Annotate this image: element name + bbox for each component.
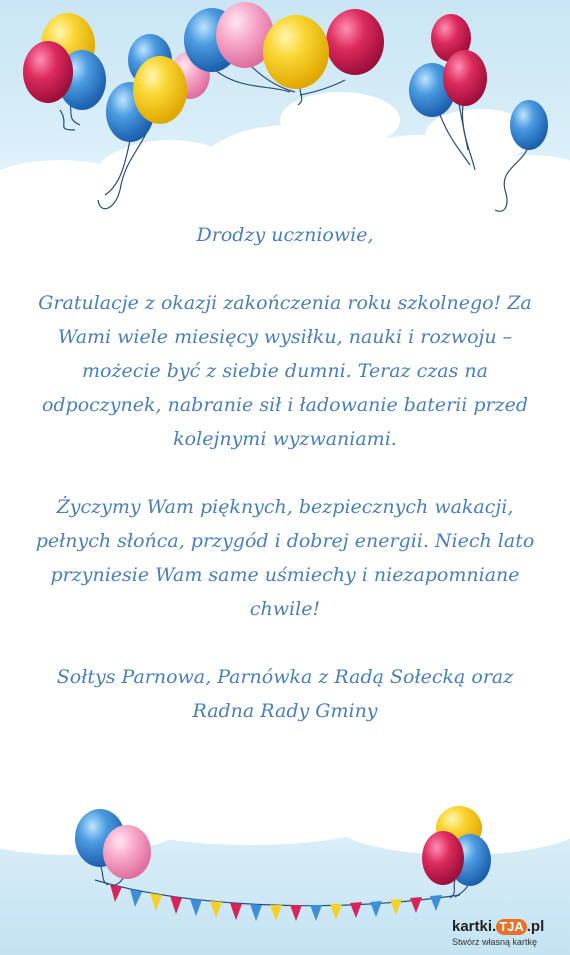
logo-tagline: Stwórz własną kartkę: [452, 937, 538, 947]
logo-prefix: kartki.: [452, 918, 497, 935]
balloons-top-center-icon: [184, 2, 384, 89]
balloons-top-left-icon: [23, 13, 210, 142]
logo-badge: TJA: [496, 919, 527, 935]
greeting-message: [30, 218, 540, 728]
bunting-flags-icon: [95, 880, 460, 921]
signature: Sołtys Parnowa, Parnówka z Radą Sołecką oraz Radna Rady Gminy: [56, 666, 514, 722]
kartki-logo[interactable]: [452, 918, 567, 954]
wishes-paragraph: Życzymy Wam pięknych, bezpiecznych wakacji, pełnych słońca, przygód i dobrej energii. Niech lato przyniesie Wam same uśmiechy i niezapomniane chwile!: [35, 496, 535, 620]
congratulations-paragraph: Gratulacje z okazji zakończenia roku szkolnego! Za Wami wiele miesięcy wysiłku, nauki i rozwoju – możecie być z siebie dumni. Teraz czas na odpoczynek, nabranie sił i ładowanie baterii przed kolejnymi wyzwaniami.: [38, 292, 532, 450]
balloon-strings-bottom: [100, 865, 468, 898]
logo-brand: [452, 918, 544, 935]
greeting-line: Drodzy uczniowie,: [196, 224, 374, 246]
logo-suffix: .pl: [526, 918, 545, 935]
